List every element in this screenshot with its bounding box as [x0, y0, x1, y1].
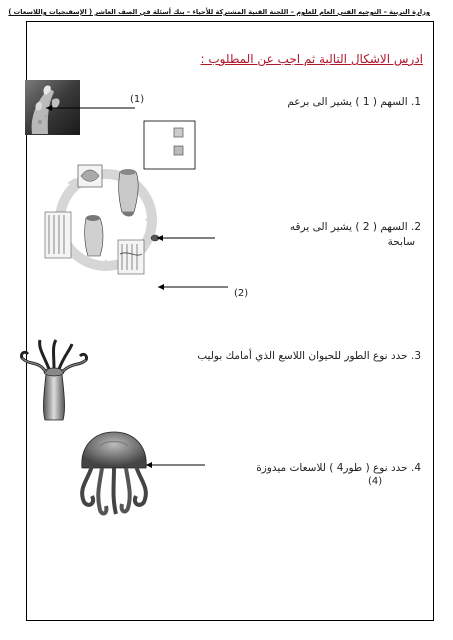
- question-3-text: 3. حدد نوع الطور للحيوان اللاسع الذي أمامك بوليب: [197, 350, 421, 362]
- life-cycle-diagram: [45, 165, 159, 274]
- page-header: وزارة التربية – التوجيه الفني العام للعلوم – اللجنة الفنية المشتركة للأحياء – بنك أسئلة في الصف العاشر ( الإسفنجيات واللاسعات ): [8, 8, 430, 16]
- arrow-2-label: (2): [234, 288, 249, 299]
- instruction-text: ادرس الاشكال التالية ثم اجب عن المطلوب :: [200, 52, 423, 66]
- question-4-text: 4. حدد نوع ( طور4 ) للاسعات ميدوزة: [256, 462, 421, 474]
- medusa-figure: [82, 432, 146, 514]
- diagram-box: [144, 121, 195, 169]
- question-2-text-line1: 2. السهم ( 2 ) يشير الى يرقه: [289, 221, 421, 233]
- question-2-text-line2: سابحة: [387, 236, 415, 248]
- polyp-figure: [21, 340, 86, 420]
- arrow-4-label: (4): [368, 476, 383, 487]
- arrow-1-label: (1): [130, 94, 145, 105]
- question-1-text: 1. السهم ( 1 ) يشير الى برعم: [287, 96, 421, 108]
